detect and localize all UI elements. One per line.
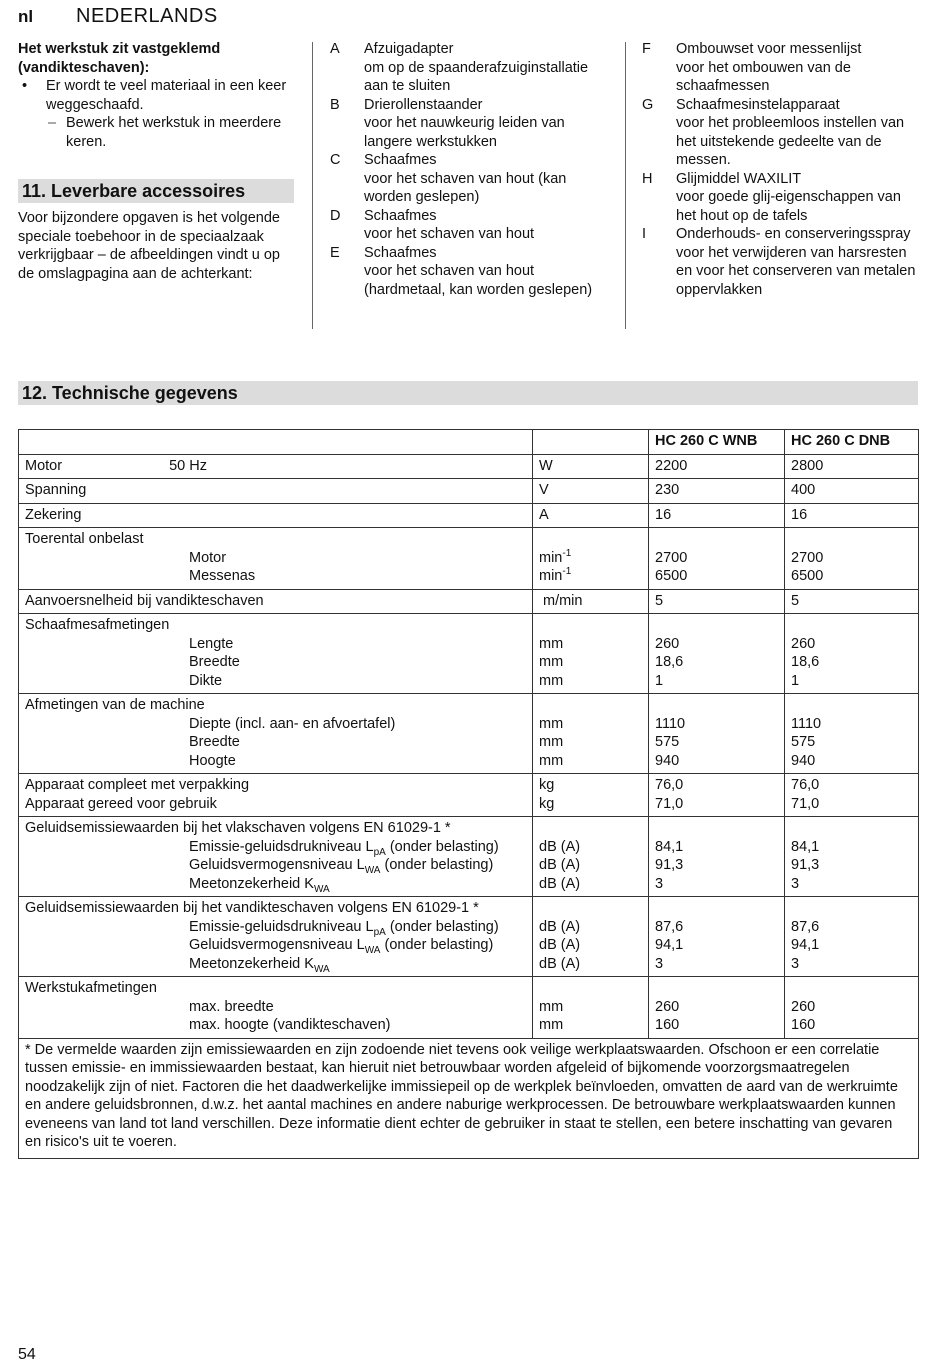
accessory-desc: voor het schaven van hout (hardmetaal, kan worden geslepen) xyxy=(364,263,593,298)
row-wnb: 87,6 94,1 3 xyxy=(649,897,785,977)
accessory-name: Afzuigadapter xyxy=(364,41,454,57)
tech-heading: 12. Technische gegevens xyxy=(18,381,918,405)
table-row xyxy=(19,977,919,1039)
accessory-item xyxy=(642,170,920,226)
table-row xyxy=(19,454,919,479)
row-unit: mm mm xyxy=(533,977,649,1039)
row-dnb: 84,1 91,3 3 xyxy=(785,817,919,897)
row-dnb: 260 160 xyxy=(785,977,919,1039)
accessory-desc: voor het ombouwen van de schaafmessen xyxy=(676,59,851,94)
accessory-letter: E xyxy=(330,244,340,261)
row-unit: mm mm mm xyxy=(533,694,649,774)
motor-label: Motor xyxy=(25,457,63,474)
row-wnb: 1110 575 940 xyxy=(649,694,785,774)
accessory-desc: voor het verwijderen van harsresten en voor het conserveren van metalen oppervlakken xyxy=(676,244,916,298)
row-unit xyxy=(533,528,649,590)
accessory-name: Schaafmes xyxy=(364,152,437,168)
row-dnb: 2800 xyxy=(785,454,919,479)
row-wnb: 76,0 71,0 xyxy=(649,774,785,817)
table-row xyxy=(19,897,919,977)
table-row xyxy=(19,528,919,590)
row-wnb: 5 xyxy=(649,589,785,614)
row-dnb: 400 xyxy=(785,479,919,504)
table-row xyxy=(19,503,919,528)
row-unit: dB (A) dB (A) dB (A) xyxy=(533,817,649,897)
accessory-letter: D xyxy=(330,207,341,224)
accessory-letter: B xyxy=(330,96,340,113)
accessory-desc: voor het schaven van hout xyxy=(364,226,535,242)
row-wnb: 260 160 xyxy=(649,977,785,1039)
clamp-bullet-text: Er wordt te veel materiaal in een keer weggeschaafd. xyxy=(46,78,287,113)
workpiece-label: Werkstukafmetingen xyxy=(25,980,157,996)
accessory-desc: voor het nauwkeurig leiden van langere werkstukken xyxy=(364,115,565,150)
row-label: Spanning xyxy=(19,479,533,504)
row-label: Geluidsemissiewaarden bij het vlakschaven volgens EN 61029-1 * Emissie-geluidsdrukniveau $L_{pA}$ (onder belasting) Geluidsvermogensniveau $L_{WA}$ (onder belasting) Meetonzekerheid $K_{WA}$ xyxy=(19,817,533,897)
accessory-letter: I xyxy=(642,226,647,242)
row-dnb: 16 xyxy=(785,503,919,528)
accessory-desc: voor het probleemloos instellen van het uitstekende gedeelte van de messen. xyxy=(676,115,905,168)
machine-label: Afmetingen van de machine xyxy=(25,697,205,713)
table-row xyxy=(19,817,919,897)
table-row xyxy=(19,694,919,774)
column-divider-2 xyxy=(625,42,626,329)
row-dnb: 87,6 94,1 3 xyxy=(785,897,919,977)
footnote-row xyxy=(19,1038,919,1158)
noise-thick-label: Geluidsemissiewaarden bij het vandikteschaven volgens EN 61029-1 * xyxy=(25,900,479,916)
row-dnb: 5 xyxy=(785,589,919,614)
row-label: Werkstukafmetingen max. breedte max. hoogte (vandikteschaven) xyxy=(19,977,533,1039)
row-wnb: 2700 6500 xyxy=(649,528,785,590)
row-wnb: 2200 xyxy=(649,454,785,479)
row-wnb: 260 18,6 1 xyxy=(649,614,785,694)
row-wnb: 84,1 91,3 3 xyxy=(649,817,785,897)
row-unit: V xyxy=(533,479,649,504)
speed-motor-label: Motor xyxy=(189,549,227,566)
clamp-dash-text: Bewerk het werkstuk in meerdere keren. xyxy=(66,115,282,150)
column-divider-1 xyxy=(312,42,313,329)
accessory-item xyxy=(330,151,610,207)
row-label xyxy=(19,528,533,590)
page-number: 54 xyxy=(18,1346,36,1363)
accessory-item xyxy=(330,96,610,152)
clamp-dash xyxy=(18,114,294,151)
accessory-item xyxy=(642,225,920,299)
row-label: Afmetingen van de machine Diepte (incl. aan- en afvoertafel) Breedte Hoogte xyxy=(19,694,533,774)
accessory-item xyxy=(330,244,610,300)
language-title: NEDERLANDS xyxy=(76,5,218,27)
accessory-letter: A xyxy=(330,41,340,57)
speed-shaft-unit: $\min^{-1}$ xyxy=(539,566,572,584)
table-header-row xyxy=(19,430,919,455)
accessory-desc: om op de spaanderafzuiginstallatie aan te sluiten xyxy=(364,59,589,94)
header-empty xyxy=(19,430,533,455)
accessory-name: Schaafmesinstelapparaat xyxy=(676,96,840,113)
accessories-intro: Voor bijzondere opgaven is het volgende speciale toebehoor in de speciaalzaak verkrijgbaar – de afbeeldingen vindt u op de omslagpagina aan de achterkant: xyxy=(18,210,280,282)
accessory-name: Drierollenstaander xyxy=(364,96,483,113)
blade-label: Schaafmesafmetingen xyxy=(25,617,170,633)
accessory-item xyxy=(330,40,610,96)
tech-table xyxy=(18,429,919,1159)
speed-label: Toerental onbelast xyxy=(25,531,144,547)
header-dnb: HC 260 C DNB xyxy=(785,430,919,455)
row-label: Apparaat compleet met verpakking Apparaat gereed voor gebruik xyxy=(19,774,533,817)
row-unit: dB (A) dB (A) dB (A) xyxy=(533,897,649,977)
column-left xyxy=(18,40,294,283)
row-dnb: 76,0 71,0 xyxy=(785,774,919,817)
accessory-letter: C xyxy=(330,152,341,168)
table-row xyxy=(19,589,919,614)
row-dnb: 260 18,6 1 xyxy=(785,614,919,694)
language-code: nl xyxy=(18,7,34,26)
accessories-heading: 11. Leverbare accessoires xyxy=(18,179,294,203)
clamp-heading: Het werkstuk zit vastgeklemd (vandikteschaven): xyxy=(18,41,221,76)
row-unit: m/min xyxy=(533,589,649,614)
table-row xyxy=(19,479,919,504)
noise-flat-label: Geluidsemissiewaarden bij het vlakschaven volgens EN 61029-1 * xyxy=(25,820,451,836)
row-label xyxy=(19,454,533,479)
accessory-item xyxy=(642,40,920,96)
accessory-item xyxy=(642,96,920,170)
table-row xyxy=(19,614,919,694)
row-wnb: 16 xyxy=(649,503,785,528)
accessory-name: Schaafmes xyxy=(364,207,437,224)
row-unit: W xyxy=(533,454,649,479)
accessory-name: Schaafmes xyxy=(364,244,437,261)
row-unit: mm mm mm xyxy=(533,614,649,694)
row-dnb: 1110 575 940 xyxy=(785,694,919,774)
accessory-letter: F xyxy=(642,41,651,57)
accessory-name: Glijmiddel WAXILIT xyxy=(676,170,802,187)
header-empty xyxy=(533,430,649,455)
dash-mark: – xyxy=(48,115,57,131)
column-middle xyxy=(330,40,610,299)
accessory-desc: voor goede glij-eigenschappen van het hout op de tafels xyxy=(676,189,901,224)
table-row xyxy=(19,774,919,817)
accessory-letter: G xyxy=(642,96,654,113)
speed-shaft-label: Messenas xyxy=(189,568,256,584)
row-dnb: 2700 6500 xyxy=(785,528,919,590)
row-wnb: 230 xyxy=(649,479,785,504)
accessory-desc: voor het schaven van hout (kan worden geslepen) xyxy=(364,170,567,205)
footnote: * De vermelde waarden zijn emissiewaarden en zijn zodoende niet tevens ook veilige werkplaatswaarden. Ofschoon er een correlatie tussen emissie- en immissiewaarden bestaat, kan hieruit niet betrouwbaar worden afgeleid of bijkomende voorzorgsmaatregelen noodzakelijk zijn of niet. Factoren die het daadwerkelijke immissiepeil op de werkplek beïnvloeden, omvatten de aard van de werkruimte en andere geluidsbronnen, d.w.z. het aantal machines en andere naburige werkprocessen. De betrouwbare werkplaatswaarden kunnen eveneens van land tot land verschillen. Deze informatie dient echter de gebruiker in staat te stellen, een betere inschatting van gevaren en risico's uit te voeren. xyxy=(19,1038,919,1158)
row-label: Schaafmesafmetingen Lengte Breedte Dikte xyxy=(19,614,533,694)
column-right xyxy=(642,40,920,299)
row-label: Aanvoersnelheid bij vandikteschaven xyxy=(19,589,533,614)
motor-frequency: 50 Hz xyxy=(169,457,207,474)
row-label: Geluidsemissiewaarden bij het vandikteschaven volgens EN 61029-1 * Emissie-geluidsdrukniveau $L_{pA}$ (onder belasting) Geluidsvermogensniveau $L_{WA}$ (onder belasting) Meetonzekerheid $K_{WA}$ xyxy=(19,897,533,977)
accessory-item xyxy=(330,207,610,244)
accessory-letter: H xyxy=(642,170,653,187)
accessory-name: Onderhouds- en conserveringsspray xyxy=(676,226,911,242)
header-wnb: HC 260 C WNB xyxy=(649,430,785,455)
accessory-name: Ombouwset voor messenlijst xyxy=(676,41,862,57)
row-label: Zekering xyxy=(19,503,533,528)
speed-motor-unit: $\min^{-1}$ xyxy=(539,547,572,566)
bullet-mark: • xyxy=(22,78,28,94)
row-unit: A xyxy=(533,503,649,528)
clamp-bullet xyxy=(18,77,294,114)
row-unit: kg kg xyxy=(533,774,649,817)
